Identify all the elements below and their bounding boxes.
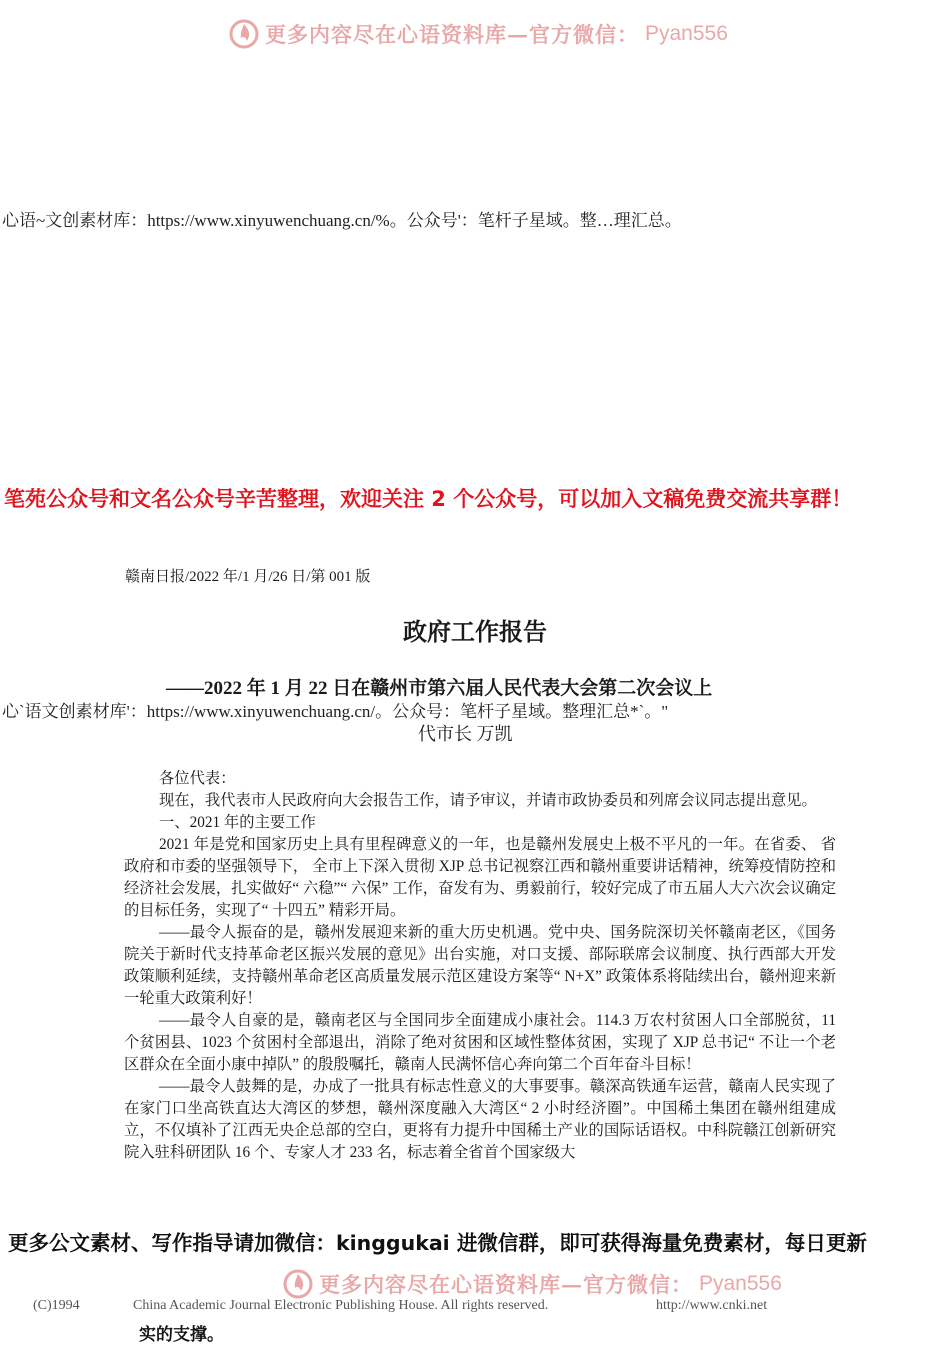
author: 代市长 万凯 <box>418 724 513 744</box>
section-heading: 一、2021 年的主要工作 <box>159 814 316 831</box>
flame-logo-icon <box>229 19 259 49</box>
watermark-id: Pyan556 <box>699 1272 782 1295</box>
paragraph: 现在，我代表市人民政府向大会报告工作，请予审议，并请市政协委员和列席会议同志提出意见。 <box>159 792 817 809</box>
watermark-bottom <box>283 1269 782 1299</box>
footer-copyright: (C)1994 <box>33 1298 80 1313</box>
cut-off-line: 实的支撑。 <box>139 1325 224 1345</box>
watermark-text: 更多内容尽在心语资料库—官方微信： <box>319 1272 693 1297</box>
paragraph: 2021 年是党和国家历史上具有里程碑意义的一年，也是赣州发展史上极不平凡的一年。在省委、 省政府和市委的坚强领导下， 全市上下深入贯彻 XJP 总书记视察江西和赣州重要讲话精神，统筹疫情防控和经济社会发展，扎实做好“ 六稳”“ 六保” 工作，奋发有为、勇毅前行，较好完成了市五届人大六次会议确定的目标任务，实现了“ 十四五” 精彩开局。 <box>124 836 836 919</box>
page-title: 政府工作报告 <box>403 618 547 646</box>
flame-logo-icon <box>283 1269 313 1299</box>
report-body <box>124 768 836 1164</box>
paragraph: ——最令人自豪的是，赣南老区与全国同步全面建成小康社会。114.3 万农村贫困人口全部脱贫，11 个贫困县、1023 个贫困村全部退出，消除了绝对贫困和区域性整体贫困，实现了 XJP 总书记“ 不让一个老区群众在全面小康中掉队” 的殷殷嘱托，赣南人民满怀信心奔向第二个百年奋斗目标！ <box>124 1012 836 1073</box>
watermark-top <box>229 19 728 49</box>
footer-publisher: China Academic Journal Electronic Publishing House. All rights reserved. <box>133 1298 549 1313</box>
salutation: 各位代表： <box>159 770 236 787</box>
dateline: 赣南日报/2022 年/1 月/26 日/第 001 版 <box>125 569 371 585</box>
paragraph: ——最令人鼓舞的是，办成了一批具有标志性意义的大事要事。赣深高铁通车运营，赣南人民实现了在家门口坐高铁直达大湾区的梦想，赣州深度融入大湾区“ 2 小时经济圈”。中国稀土集团在赣州组建成立，不仅填补了江西无央企总部的空白，更将有力提升中国稀土产业的国际话语权。中科院赣江创新研究院入驻科研团队 16 个、专家人才 233 名，标志着全省首个国家级大 <box>124 1078 836 1161</box>
footer-url: http://www.cnki.net <box>656 1298 768 1313</box>
paragraph: ——最令人振奋的是，赣州发展迎来新的重大历史机遇。党中央、国务院深切关怀赣南老区，《国务院关于新时代支持革命老区振兴发展的意见》出台实施，对口支援、部际联席会议制度、执行西部大开发政策顺利延续，支持赣州革命老区高质量发展示范区建设方案等“ N+X” 政策体系将陆续出台，赣州迎来新一轮重大政策利好！ <box>124 924 836 1007</box>
watermark-text: 更多内容尽在心语资料库—官方微信： <box>265 22 639 47</box>
subtitle: ——2022 年 1 月 22 日在赣州市第六届人民代表大会第二次会议上 <box>166 678 713 699</box>
black-banner: 更多公文素材、写作指导请加微信：kinggukai 进微信群，即可获得海量免费素材，每日更新 <box>8 1231 867 1255</box>
red-banner: 笔苑公众号和文名公众号辛苦整理，欢迎关注 2 个公众号，可以加入文稿免费交流共享群！ <box>4 487 853 511</box>
source-line-top: 心语~文创素材库：https://www.xinyuwenchuang.cn/%。公众号'：笔杆子星域。整…理汇总。 <box>2 211 682 230</box>
source-line-mid: 心`语文创素材库'：https://www.xinyuwenchuang.cn/。公众号：笔杆子星域。整理汇总*`。" <box>2 702 669 721</box>
watermark-id: Pyan556 <box>645 22 728 45</box>
